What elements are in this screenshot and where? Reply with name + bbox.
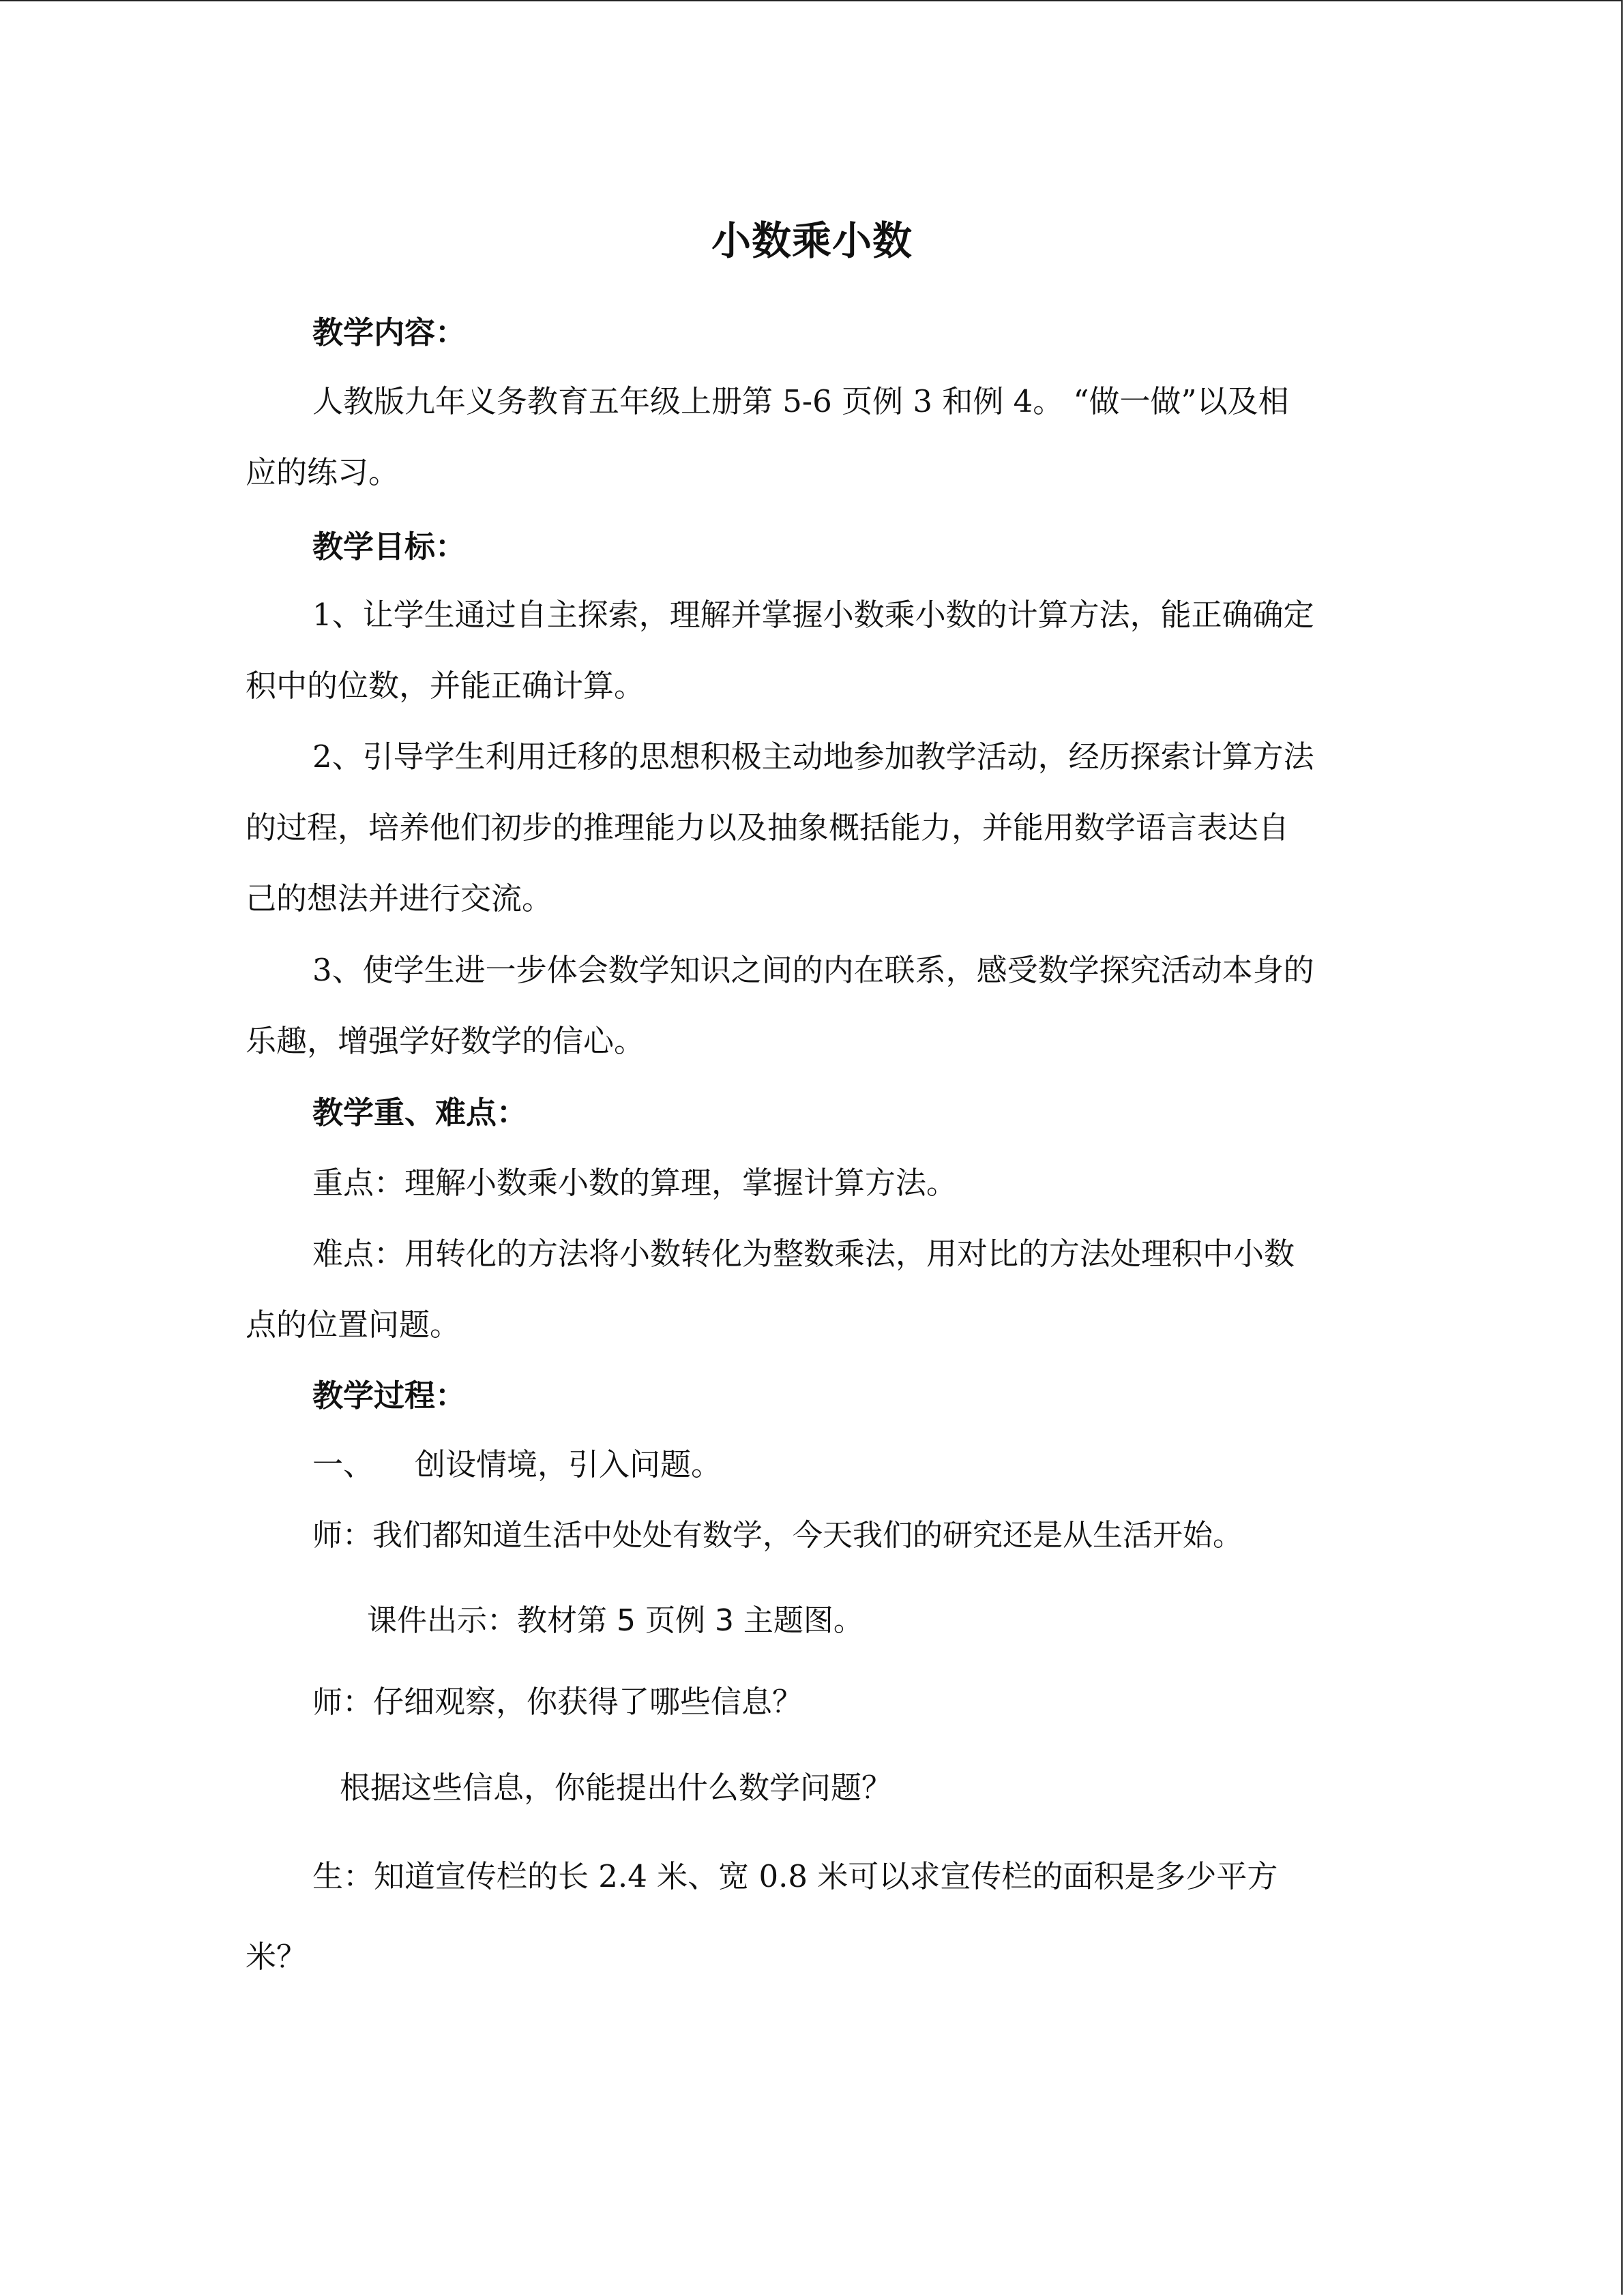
key-point-text: 重点：理解小数乘小数的算理，掌握计算方法。 — [312, 1165, 958, 1201]
goal-3-paragraph — [246, 935, 1378, 1077]
teacher-statement-1: 师：我们都知道生活中处处有数学，今天我们的研究还是从生活开始。 — [312, 1518, 1243, 1553]
difficulty-paragraph — [246, 1219, 1378, 1360]
question-prompt: 根据这些信息，你能提出什么数学问题？ — [340, 1770, 893, 1806]
teacher-statement-2 — [246, 1667, 1378, 1738]
goal-1-line-1: 1、让学生通过自主探索，理解并掌握小数乘小数的计算方法，能正确确定 — [312, 597, 1314, 633]
teaching-content-line-2: 应的练习。 — [246, 454, 400, 490]
goal-1-line-2: 积中的位数，并能正确计算。 — [246, 668, 645, 704]
teaching-content-heading: 教学内容： — [312, 314, 467, 351]
teaching-goals-heading: 教学目标： — [312, 528, 467, 565]
goal-3-line-2: 乐趣，增强学好数学的信心。 — [246, 1023, 645, 1059]
step-1-text: 创设情境，引入问题。 — [415, 1446, 722, 1482]
student-answer-line-2: 米？ — [246, 1939, 308, 1975]
teaching-content-paragraph — [246, 366, 1378, 508]
student-answer-line-1: 生：知道宣传栏的长 2.4 米、宽 0.8 米可以求宣传栏的面积是多少平方 — [312, 1858, 1278, 1894]
teaching-process-heading: 教学过程： — [312, 1377, 467, 1414]
goal-2-line-1: 2、引导学生利用迁移的思想积极主动地参加教学活动，经历探索计算方法 — [312, 739, 1314, 775]
teaching-content-line-1: 人教版九年义务教育五年级上册第 5-6 页例 3 和例 4。 “做一做”以及相 — [312, 383, 1289, 419]
goal-1-paragraph — [246, 580, 1378, 721]
goal-2-paragraph — [246, 721, 1378, 934]
student-answer-paragraph — [246, 1841, 1378, 1993]
difficulty-line-2: 点的位置问题。 — [246, 1307, 461, 1343]
key-points-heading: 教学重、难点： — [312, 1094, 528, 1131]
teacher-question: ：仔细观察，你获得了哪些信息？ — [342, 1684, 803, 1720]
goal-3-line-1: 3、使学生进一步体会数学知识之间的内在联系，感受数学探究活动本身的 — [312, 952, 1314, 988]
courseware-display: 课件出示：教材第 5 页例 3 主题图。 — [367, 1603, 863, 1638]
goal-2-line-3: 己的想法并进行交流。 — [246, 880, 553, 916]
teacher-prefix: 师 — [312, 1685, 342, 1720]
difficulty-line-1: 难点：用转化的方法将小数转化为整数乘法，用对比的方法处理积中小数 — [312, 1236, 1295, 1272]
step-1 — [246, 1429, 1445, 1500]
document-title: 小数乘小数 — [711, 218, 913, 264]
step-1-number: 一、 — [312, 1446, 374, 1482]
goal-2-line-2: 的过程，培养他们初步的推理能力以及抽象概括能力，并能用数学语言表达自 — [246, 809, 1290, 846]
